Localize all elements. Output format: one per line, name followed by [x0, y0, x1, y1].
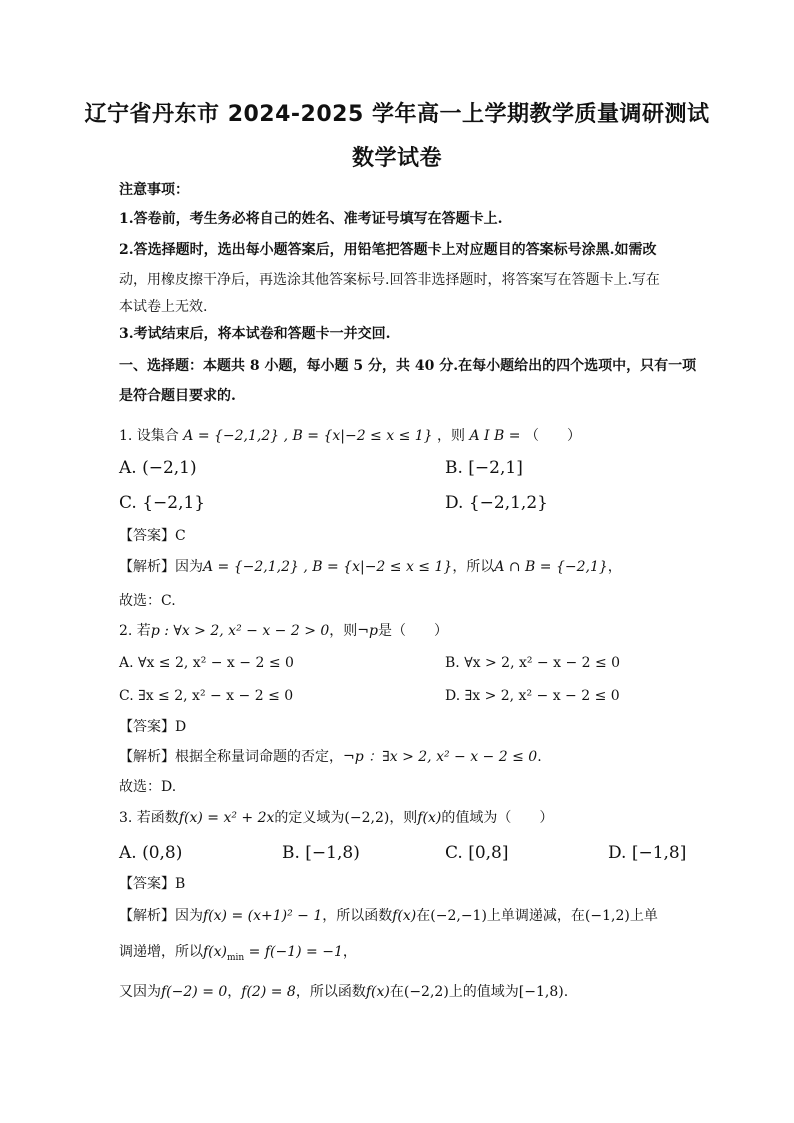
question-2-stem: 2. 若p : ∀x > 2, x² − x − 2 > 0，则¬p是（ ） [119, 623, 448, 639]
q2-conclusion: 故选：D. [119, 779, 177, 795]
q1-option-a: A. (−2,1) [119, 458, 197, 478]
q1-answer: 【答案】C [119, 528, 186, 544]
notice-item-2-end: 本试卷上无效. [119, 299, 208, 315]
q2-option-c: C. ∃x ≤ 2, x² − x − 2 ≤ 0 [119, 688, 294, 704]
notice-item-2-cont: 动，用橡皮擦干净后，再选涂其他答案标号.回答非选择题时，将答案写在答题卡上.写在 [119, 272, 660, 288]
exam-title: 辽宁省丹东市 2024-2025 学年高一上学期教学质量调研测试 [84, 102, 710, 127]
section-heading: 一、选择题：本题共 8 小题，每小题 5 分，共 40 分.在每小题给出的四个选项中，只有一项 [119, 358, 697, 374]
q3-answer: 【答案】B [119, 876, 186, 892]
q1-option-c: C. {−2,1} [119, 493, 206, 513]
q3-option-a: A. (0,8) [119, 843, 183, 863]
question-3-stem: 3. 若函数f(x) = x² + 2x的定义域为(−2,2)，则f(x)的值域为（ ） [119, 810, 554, 826]
q3-analysis-line2: 调递增，所以$f(x)_{min} = f(-1) = -1$， [119, 944, 357, 963]
notice-item-2: 2.答选择题时，选出每小题答案后，用铅笔把答题卡上对应题目的答案标号涂黑.如需改 [119, 242, 657, 258]
q3-option-b: B. [−1,8) [282, 843, 360, 863]
q1-math: A = {−2,1,2} , B = {x|−2 ≤ x ≤ 1} [183, 428, 433, 444]
q2-answer: 【答案】D [119, 719, 187, 735]
q3-option-c: C. [0,8] [445, 843, 509, 863]
exam-subtitle: 数学试卷 [351, 146, 442, 171]
q2-option-a: A. ∀x ≤ 2, x² − x − 2 ≤ 0 [119, 655, 294, 671]
q1-conclusion: 故选：C. [119, 593, 176, 609]
notice-item-1: 1.答卷前，考生务必将自己的姓名、准考证号填写在答题卡上. [119, 211, 503, 227]
q3-analysis-line1: 【解析】因为f(x) = (x+1)² − 1，所以函数f(x)在(−2,−1)上单调递减，在(−1,2)上单 [119, 908, 658, 924]
q2-option-b: B. ∀x > 2, x² − x − 2 ≤ 0 [445, 655, 621, 671]
q3-option-d: D. [−1,8] [608, 843, 687, 863]
q2-option-d: D. ∃x > 2, x² − x − 2 ≤ 0 [445, 688, 620, 704]
question-1-stem: 1. 设集合 A = {−2,1,2} , B = {x|−2 ≤ x ≤ 1} ，则 A I B = （ ） [119, 428, 581, 444]
q1-analysis: 【解析】因为A = {−2,1,2} , B = {x|−2 ≤ x ≤ 1}，所以A ∩ B = {−2,1}， [119, 559, 622, 575]
q1-option-b: B. [−2,1] [445, 458, 523, 478]
section-heading-cont: 是符合题目要求的. [119, 388, 236, 404]
notice-item-3: 3.考试结束后，将本试卷和答题卡一并交回. [119, 326, 391, 342]
q1-option-d: D. {−2,1,2} [445, 493, 548, 513]
q3-analysis-line3: 又因为f(−2) = 0，f(2) = 8，所以函数f(x)在(−2,2)上的值域为[−1,8). [119, 984, 569, 1000]
q2-analysis: 【解析】根据全称量词命题的否定，¬p ：∃x > 2, x² − x − 2 ≤ 0. [119, 749, 542, 765]
notice-heading: 注意事项： [119, 182, 189, 198]
